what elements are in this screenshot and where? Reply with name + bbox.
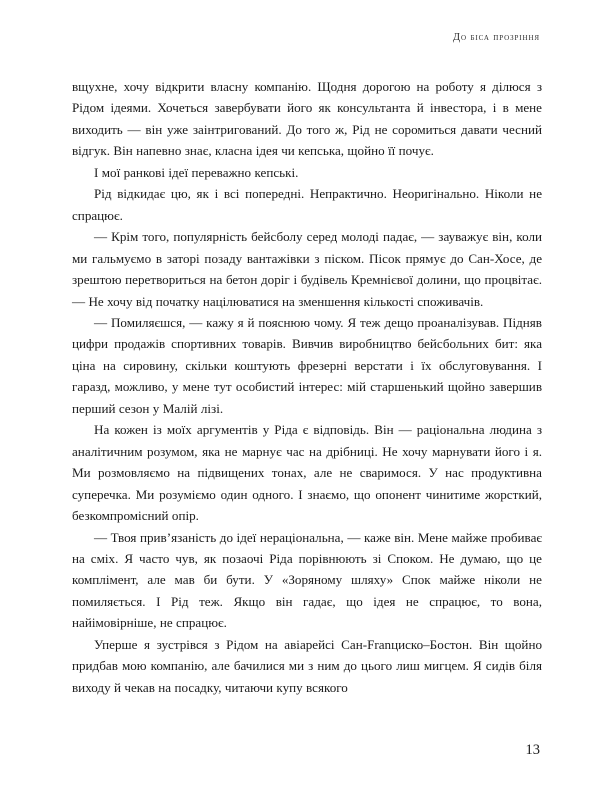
- paragraph: — Крім того, популярність бейсболу серед молоді падає, — зауважує він, коли ми гальмуємо в заторі позаду вантажівки з піском. Пісок прямує до Сан-Хосе, де зрештою перетвориться на бетон доріг і будівель Кремнієвої долини, що процвітає. — Не хочу від початку націлюватися на зменшення кількості споживачів.: [72, 229, 542, 309]
- paragraph: Рід відкидає цю, як і всі попередні. Непрактично. Неоригінально. Ніколи не спрацює.: [72, 186, 542, 223]
- body-text-block: [72, 76, 542, 698]
- paragraph: — Твоя прив’язаність до ідеї нераціональна, — каже він. Мене майже пробиває на сміх. Я часто чув, як позаочі Ріда порівнюють зі Споком. Не думаю, що це комплімент, але мав би бути. У «Зоряному шляху» Спок майже ніколи не помиляється. І Рід теж. Якщо він гадає, що ідея не спрацює, то вона, найімовірніше, не спрацює.: [72, 529, 542, 631]
- page-number: 13: [525, 742, 540, 758]
- paragraph: вщухне, хочу відкрити власну компанію. Щодня дорогою на роботу я ділюся з Рідом ідеями. Хочеться завербувати його як консультанта й інвестора, і в мене виходить — він уже заінтригований. До того ж, Рід не соромиться давати чесний відгук. Він напевно знає, класна ідея чи кепська, щойно її почує.: [72, 79, 542, 159]
- paragraph: Уперше я зустрівся з Рідом на авіарейсі Сан-Franциско–Бостон. Він щойно придбав мою компанію, але бачилися ми з ним до цього лиш мигцем. Я сидів біля виходу й чекав на посадку, читаючи купу всякого: [72, 636, 542, 695]
- paragraph: На кожен із моїх аргументів у Ріда є відповідь. Він — раціональна людина з аналітичним розумом, яка не марнує час на дрібниці. Не хочу марнувати його і я. Ми розмовляємо на підвищених тонах, але не сваримося. У нас продуктивна суперечка. Ми розуміємо один одного. І знаємо, що опонент чинитиме жорсткий, безкомпромісний опір.: [72, 422, 542, 524]
- paragraph: — Помиляєшся, — кажу я й пояснюю чому. Я теж дещо проаналізував. Підняв цифри продажів спортивних товарів. Вивчив виробництво бейсбольних бит: яка ціна на сировину, скільки коштують фрезерні верстати і їх обслуговування. І гаразд, можливо, у мене тут особистий інтерес: мій старшенький щойно завершив перший сезон у Малій лізі.: [72, 314, 542, 416]
- paragraph: І мої ранкові ідеї переважно кепські.: [94, 164, 299, 180]
- running-head: До біса прозріння: [452, 32, 540, 43]
